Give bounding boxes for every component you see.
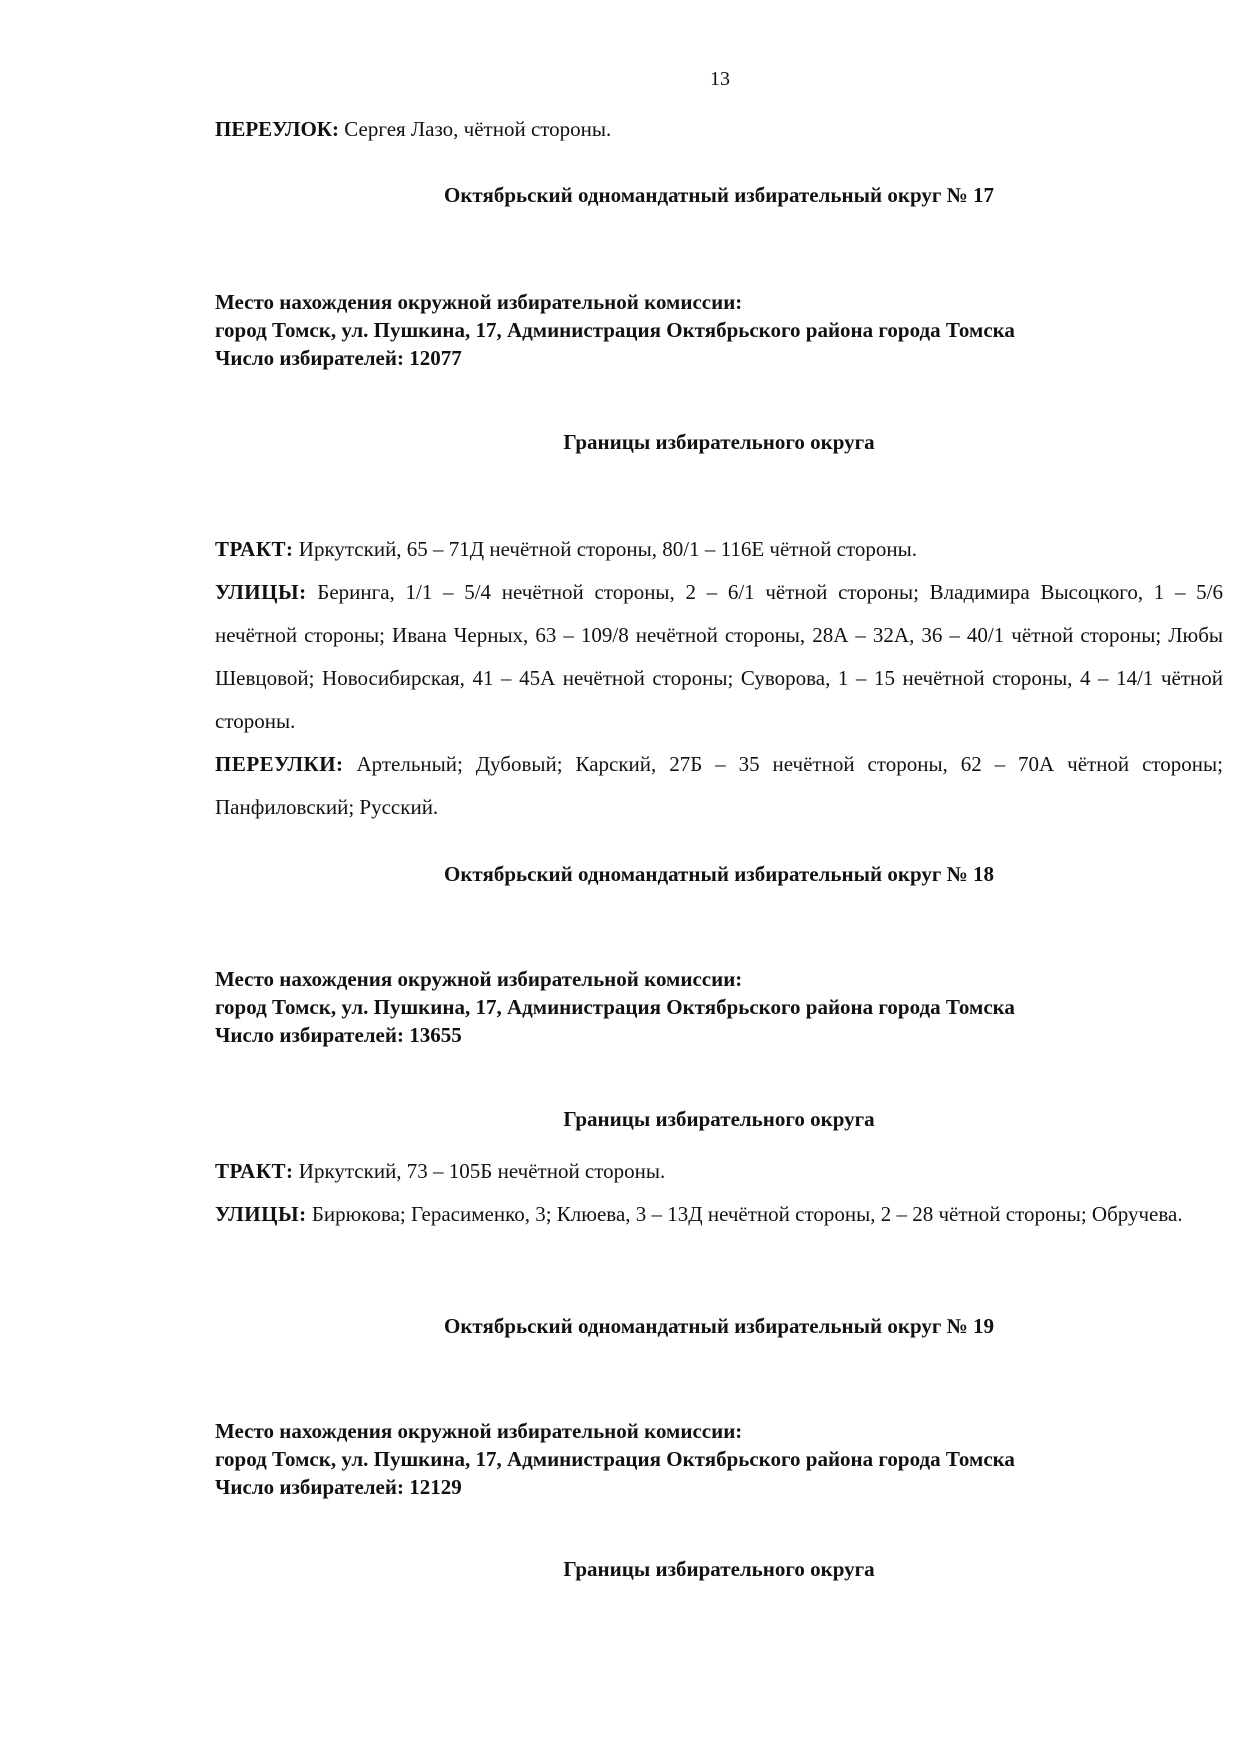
voters-count: Число избирателей: 13655 xyxy=(215,1023,462,1047)
district-19-commission xyxy=(215,1417,1225,1501)
commission-address: город Томск, ул. Пушкина, 17, Администрация Октябрьского района города Томска xyxy=(215,318,1015,342)
district-19-title: Октябрьский одномандатный избирательный округ № 19 xyxy=(444,1314,994,1338)
section-trakt: ТРАКТ: Иркутский, 65 – 71Д нечётной стороны, 80/1 – 116Е чётной стороны. xyxy=(215,537,918,561)
district-17-commission xyxy=(215,288,1225,372)
district-17-boundaries xyxy=(215,528,1223,829)
district-17-title: Октябрьский одномандатный избирательный округ № 17 xyxy=(444,183,994,207)
commission-label: Место нахождения окружной избирательной комиссии: xyxy=(215,1419,743,1443)
voters-count: Число избирателей: 12129 xyxy=(215,1475,462,1499)
section-trakt: ТРАКТ: Иркутский, 73 – 105Б нечётной стороны. xyxy=(215,1159,666,1183)
district-18-boundaries xyxy=(215,1150,1223,1236)
page-number: 13 xyxy=(710,68,730,90)
district-18-boundaries-title: Границы избирательного округа xyxy=(563,1107,875,1131)
section-lanes: ПЕРЕУЛКИ: Артельный; Дубовый; Карский, 27Б – 35 нечётной стороны, 62 – 70А чётной стороны; Панфиловский; Русский. xyxy=(215,752,1223,819)
commission-address: город Томск, ул. Пушкина, 17, Администрация Октябрьского района города Томска xyxy=(215,995,1015,1019)
district-19-boundaries-title: Границы избирательного округа xyxy=(563,1557,875,1581)
section-streets: УЛИЦЫ: Бирюкова; Герасименко, 3; Клюева, 3 – 13Д нечётной стороны, 2 – 28 чётной стороны; Обручева. xyxy=(215,1202,1183,1226)
commission-label: Место нахождения окружной избирательной комиссии: xyxy=(215,290,743,314)
commission-label: Место нахождения окружной избирательной комиссии: xyxy=(215,967,743,991)
section-streets: УЛИЦЫ: Беринга, 1/1 – 5/4 нечётной стороны, 2 – 6/1 чётной стороны; Владимира Высоцкого, 1 – 5/6 нечётной стороны; Ивана Черных, 63 – 109/8 нечётной стороны, 28А – 32А, 36 – 40/1 чётной стороны; Любы Шевцовой; Новосибирская, 41 – 45А нечётной стороны; Суворова, 1 – 15 нечётной стороны, 4 – 14/1 чётной стороны. xyxy=(215,580,1223,733)
district-18-commission xyxy=(215,965,1225,1049)
commission-address: город Томск, ул. Пушкина, 17, Администрация Октябрьского района города Томска xyxy=(215,1447,1015,1471)
top-line-text: Сергея Лазо, чётной стороны. xyxy=(339,117,612,141)
district-17-boundaries-title: Границы избирательного округа xyxy=(563,430,875,454)
top-line xyxy=(215,117,1223,142)
voters-count: Число избирателей: 12077 xyxy=(215,346,462,370)
top-line-label: ПЕРЕУЛОК: xyxy=(215,117,340,141)
district-18-title: Октябрьский одномандатный избирательный округ № 18 xyxy=(444,862,994,886)
